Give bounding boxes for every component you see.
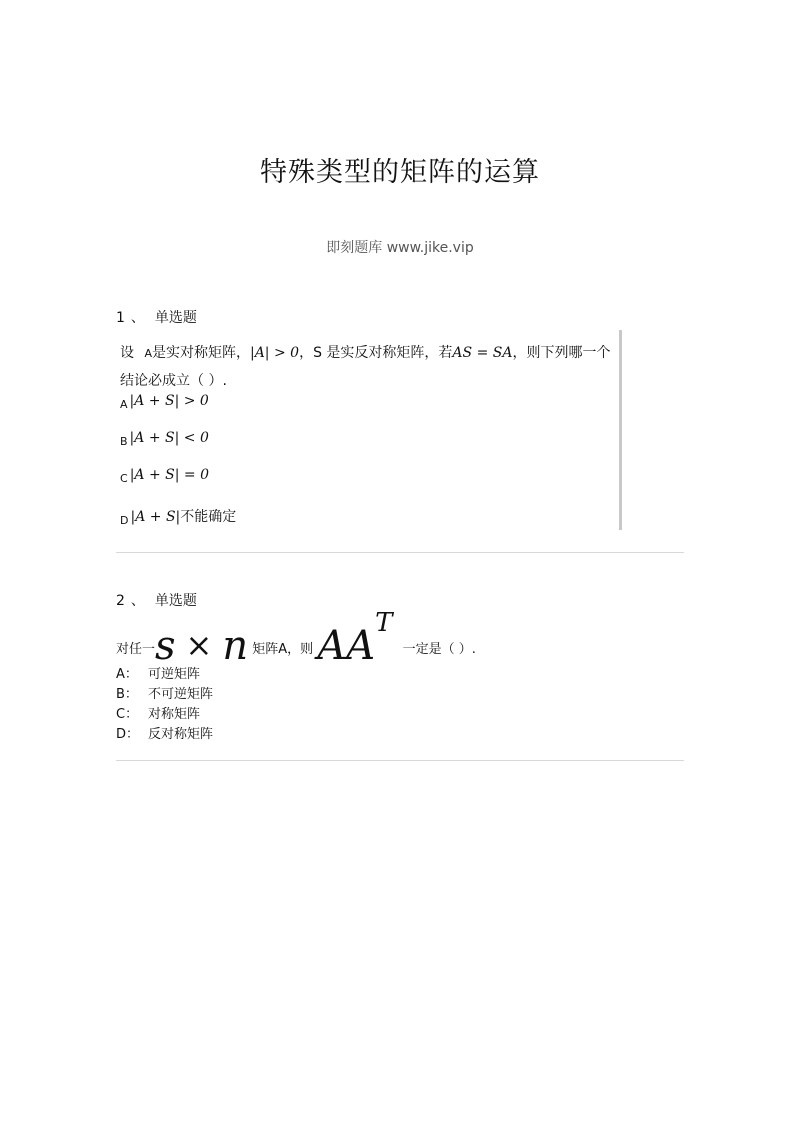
option-math: |A + S| xyxy=(130,509,181,525)
question-2-stem xyxy=(116,608,476,669)
stem-math: AS = SA xyxy=(452,345,513,361)
option-label: C： xyxy=(116,707,139,722)
option-d[interactable] xyxy=(120,506,236,527)
question-separator: 、 xyxy=(130,310,145,326)
option-d[interactable] xyxy=(116,723,213,742)
option-label: D xyxy=(120,514,129,527)
question-1-stem-line-1 xyxy=(120,342,610,362)
source-line: 即刻题库 www.jike.vip xyxy=(326,240,474,256)
option-text: 可逆矩阵 xyxy=(148,667,201,682)
stem-text: 设 xyxy=(120,345,134,361)
stem-math: AA xyxy=(317,623,376,669)
option-c[interactable] xyxy=(120,467,209,485)
question-1-stem-line-2: 结论必成立（ ）. xyxy=(120,373,227,389)
question-1-image xyxy=(116,330,622,530)
stem-text: ，S 是实反对称矩阵，若 xyxy=(299,345,453,361)
option-c[interactable] xyxy=(116,703,200,722)
stem-math: T xyxy=(375,608,393,638)
question-number: 1 xyxy=(116,310,125,326)
stem-math: n xyxy=(222,623,249,669)
page-title: 特殊类型的矩阵的运算 xyxy=(260,157,540,188)
option-text: 反对称矩阵 xyxy=(148,727,214,742)
stem-text: A xyxy=(144,347,152,360)
option-math: |A + S| > 0 xyxy=(129,393,209,409)
option-text: 不可逆矩阵 xyxy=(148,687,214,702)
option-math: |A + S| < 0 xyxy=(129,430,209,446)
stem-text: 对任一 xyxy=(116,642,156,657)
stem-math: s xyxy=(155,623,176,669)
question-type: 单选题 xyxy=(154,310,197,326)
question-separator: 、 xyxy=(130,593,145,609)
divider xyxy=(116,760,684,761)
option-a[interactable] xyxy=(116,663,200,682)
stem-math: |A| > 0 xyxy=(249,345,300,361)
option-b[interactable] xyxy=(120,430,209,448)
stem-text: 矩阵A，则 xyxy=(252,642,314,657)
question-number: 2 xyxy=(116,593,125,609)
option-label: A： xyxy=(116,667,138,682)
option-label: A xyxy=(120,398,128,411)
stem-text: ，则下列哪一个 xyxy=(512,345,611,361)
option-math: |A + S| = 0 xyxy=(129,467,209,483)
question-type: 单选题 xyxy=(154,593,197,609)
stem-math: × xyxy=(185,626,213,664)
stem-text: 一定是（ ）. xyxy=(402,642,476,657)
question-2-header xyxy=(116,590,197,610)
option-label: D： xyxy=(116,727,140,742)
option-text: 不能确定 xyxy=(180,509,237,525)
option-b[interactable] xyxy=(116,683,213,702)
option-label: B xyxy=(120,435,128,448)
option-a[interactable] xyxy=(120,393,209,411)
question-1-header xyxy=(116,307,197,327)
option-label: C xyxy=(120,472,128,485)
divider xyxy=(116,552,684,553)
stem-text: 是实对称矩阵， xyxy=(151,345,250,361)
option-text: 对称矩阵 xyxy=(148,707,201,722)
option-label: B： xyxy=(116,687,138,702)
